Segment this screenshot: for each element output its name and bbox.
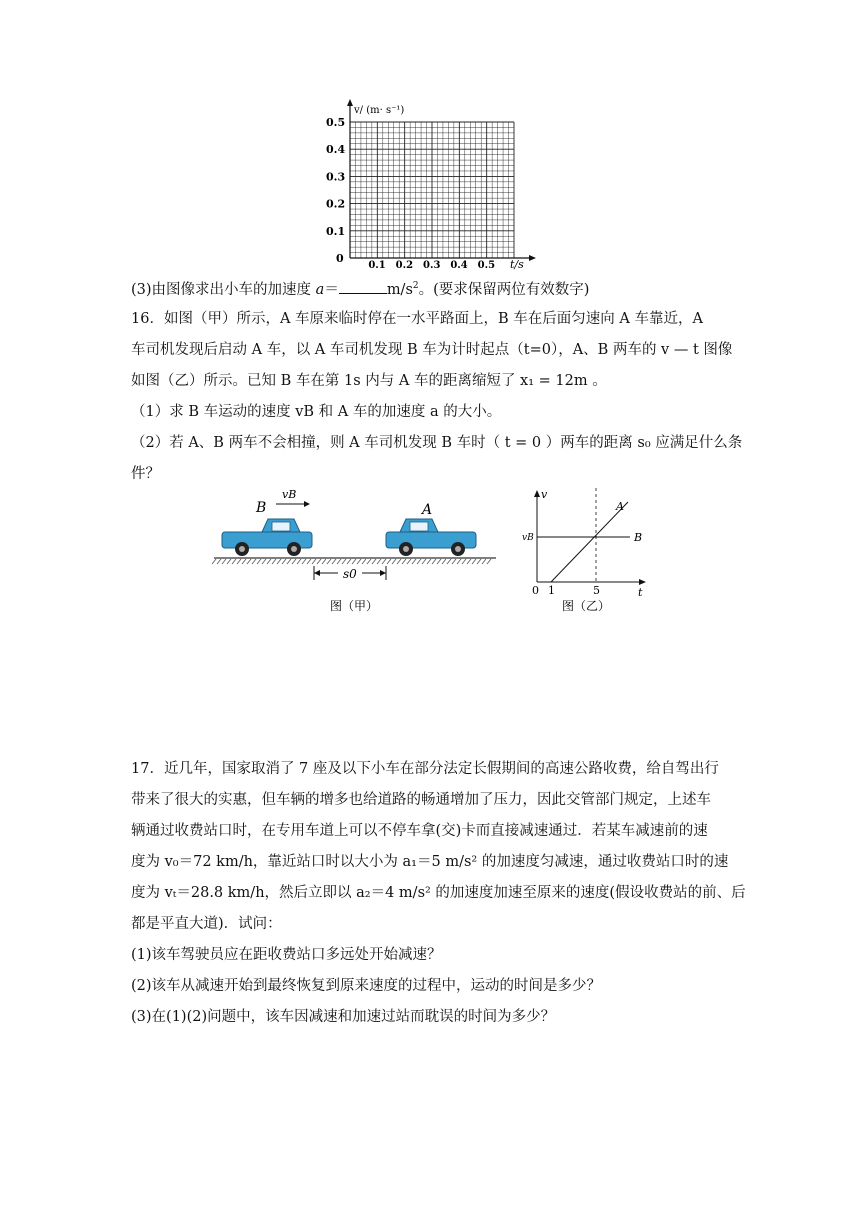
q15-3-suffix: 。(要求保留两位有效数字) (418, 281, 590, 298)
q16-sub2a: （2）若 A、B 两车不会相撞，则 A 车司机发现 B 车时（ t = 0 ）两车的距离 s₀ 应满足什么条 (131, 435, 743, 451)
hatch-mark (307, 559, 311, 564)
q15-3-var: a (315, 281, 325, 298)
caption-jia: 图（甲） (330, 599, 379, 613)
hatch-mark (332, 559, 336, 564)
q16-sub1: （1）求 B 车运动的速度 vB 和 A 车的加速度 a 的大小。 (131, 404, 502, 420)
y-tick-label: 0.1 (326, 224, 346, 238)
grid-lines (350, 122, 514, 258)
hatch-mark (237, 559, 241, 564)
hatch-mark (457, 559, 461, 564)
hatch-mark (417, 559, 421, 564)
q17-sub2: (2)该车从减速开始到最终恢复到原来速度的过程中，运动的时间是多少？ (131, 978, 602, 994)
q17-line5: 度为 vₜ＝28.8 km/h，然后立即以 a₂＝4 m/s² 的加速度加速至原来的速度(假设收费站的前、后 (131, 885, 746, 901)
x-tick-label: 0.2 (395, 260, 414, 271)
y-tick-label: 0.4 (326, 143, 346, 157)
q16-line2: 车司机发现后启动 A 车，以 A 车司机发现 B 车为计时起点（t=0），A、B 两车的 v — t 图像 (131, 342, 733, 358)
hatch-mark (317, 559, 321, 564)
hatch-mark (347, 559, 351, 564)
hatch-mark (452, 559, 456, 564)
hatch-mark (327, 559, 331, 564)
hatch-mark (467, 559, 471, 564)
q17-line1: 17．近几年，国家取消了 7 座及以下小车在部分法定长假期间的高速公路收费，给自驾出行 (131, 761, 719, 777)
y-axis-arrow (347, 99, 353, 106)
y-tick-labels (326, 116, 345, 265)
q17-line2: 带来了很大的实惠，但车辆的增多也给道路的畅通增加了压力，因此交管部门规定，上述车 (131, 792, 711, 808)
ground-hatch (212, 559, 491, 564)
car-a (386, 519, 476, 556)
q17-line6: 都是平直大道)．试问： (131, 916, 282, 932)
hatch-mark (402, 559, 406, 564)
hatch-mark (322, 559, 326, 564)
y-tick-label: 0.2 (326, 197, 346, 211)
hatch-mark (277, 559, 281, 564)
hatch-mark (442, 559, 446, 564)
hatch-mark (242, 559, 246, 564)
hatch-mark (282, 559, 286, 564)
hatch-mark (412, 559, 416, 564)
car-b-label: B (256, 500, 267, 516)
y-axis-label: v/ (m· s⁻¹) (354, 105, 405, 116)
q17-line4: 度为 v₀＝72 km/h，靠近站口时以大小为 a₁＝5 m/s² 的加速度匀减速，通过收费站口时的速 (131, 854, 729, 870)
x-tick-label: 0.5 (477, 260, 496, 271)
hatch-mark (292, 559, 296, 564)
hatch-mark (397, 559, 401, 564)
hatch-mark (262, 559, 266, 564)
vt-line-a-label: A (616, 500, 624, 513)
hatch-mark (387, 559, 391, 564)
car-b (222, 519, 312, 556)
line-a (551, 502, 628, 582)
hatch-mark (462, 559, 466, 564)
hatch-mark (257, 559, 261, 564)
hatch-mark (472, 559, 476, 564)
hatch-mark (232, 559, 236, 564)
vt-v-label: v (541, 488, 548, 501)
hatch-mark (272, 559, 276, 564)
x-axis-arrow (529, 255, 536, 261)
hatch-mark (437, 559, 441, 564)
q15-3-prefix: (3)由图像求出小车的加速度 (131, 281, 316, 298)
vt-t-label: t (638, 586, 643, 599)
hatch-mark (372, 559, 376, 564)
hatch-mark (342, 559, 346, 564)
s0-label: s0 (343, 567, 357, 581)
vt-tick-0: 0 (532, 584, 539, 597)
hatch-mark (362, 559, 366, 564)
hatch-mark (487, 559, 491, 564)
q17-sub1: (1)该车驾驶员应在距收费站口多远处开始减速？ (131, 947, 442, 963)
hatch-mark (212, 559, 216, 564)
hatch-mark (247, 559, 251, 564)
q15-3-unit: m/s (386, 281, 413, 298)
y-tick-label: 0.5 (326, 116, 346, 129)
hatch-mark (377, 559, 381, 564)
q16-sub2b: 件？ (131, 466, 160, 482)
grid-chart-svg (320, 96, 540, 276)
q16-figure-svg (210, 482, 650, 622)
x-tick-label: 0.3 (423, 260, 441, 271)
hatch-mark (312, 559, 316, 564)
vb-arrow-label: vB (282, 488, 297, 501)
q17-sub3: (3)在(1)(2)问题中，该车因减速和加速过站而耽误的时间为多少？ (131, 1009, 556, 1025)
hatch-mark (352, 559, 356, 564)
hatch-mark (267, 559, 271, 564)
hatch-mark (217, 559, 221, 564)
q17-line3: 辆通过收费站口时，在专用车道上可以不停车拿(交)卡而直接减速通过．若某车减速前的速 (131, 823, 708, 839)
y-tick-label: 0 (336, 252, 344, 265)
hatch-mark (357, 559, 361, 564)
hatch-mark (432, 559, 436, 564)
hatch-mark (392, 559, 396, 564)
x-tick-label: 0.1 (368, 260, 386, 271)
vt-tick-1: 1 (548, 584, 555, 597)
x-tick-label: 0.4 (450, 260, 468, 271)
hatch-mark (297, 559, 301, 564)
hatch-mark (482, 559, 486, 564)
q16-line1: 16．如图（甲）所示，A 车原来临时停在一水平路面上，B 车在后面匀速向 A 车靠近，A (131, 311, 703, 327)
q15-part3 (131, 276, 589, 300)
q16-line3: 如图（乙）所示。已知 B 车在第 1s 内与 A 车的距离缩短了 x₁ = 12m 。 (131, 373, 607, 389)
vt-line-b-label: B (634, 531, 643, 544)
hatch-mark (407, 559, 411, 564)
answer-blank[interactable] (339, 279, 387, 294)
y-tick-label: 0.3 (326, 170, 346, 184)
car-a-label: A (422, 502, 433, 518)
hatch-mark (427, 559, 431, 564)
vt-grid-chart (320, 96, 540, 276)
hatch-mark (252, 559, 256, 564)
vt-tick-5: 5 (593, 584, 600, 597)
hatch-mark (222, 559, 226, 564)
q15-3-eq: ＝ (324, 281, 339, 298)
q16-figure (210, 482, 650, 622)
x-tick-labels (368, 260, 495, 271)
hatch-mark (477, 559, 481, 564)
hatch-mark (287, 559, 291, 564)
hatch-mark (367, 559, 371, 564)
q15-3-unit-sup: 2 (412, 281, 419, 291)
x-axis-label: t/s (510, 258, 524, 271)
vt-vb-label: vB (522, 533, 534, 543)
hatch-mark (422, 559, 426, 564)
caption-yi: 图（乙） (562, 599, 611, 613)
hatch-mark (227, 559, 231, 564)
hatch-mark (302, 559, 306, 564)
hatch-mark (382, 559, 386, 564)
hatch-mark (337, 559, 341, 564)
hatch-mark (447, 559, 451, 564)
